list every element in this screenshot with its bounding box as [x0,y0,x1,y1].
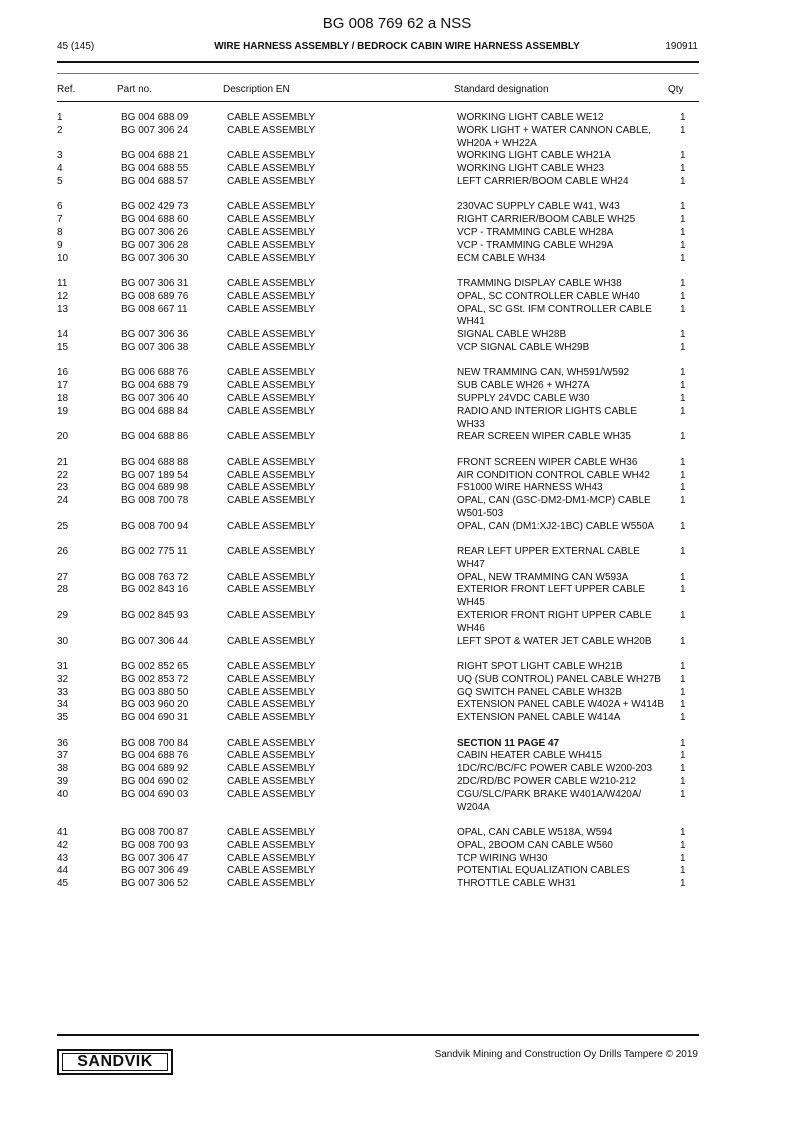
table-row [0,840,794,853]
column-header-ref: Ref. [57,84,76,95]
table-row [0,572,794,585]
table-row [0,521,794,534]
ref-cell: 25 [57,520,69,532]
table-row [0,661,794,674]
description-cell: CABLE ASSEMBLY [227,610,316,622]
table-row [0,380,794,393]
description-cell: CABLE ASSEMBLY [227,673,316,685]
description-cell: CABLE ASSEMBLY [227,150,316,162]
part-number-cell: BG 002 853 72 [121,673,189,685]
table-row [0,878,794,891]
table-row [0,687,794,700]
standard-designation-cell: VCP - TRAMMING CABLE WH29A [457,239,614,251]
standard-designation-cell: CABIN HEATER CABLE WH415 [457,750,602,762]
table-row [0,495,794,521]
part-number-cell: BG 007 306 47 [121,852,189,864]
description-cell: CABLE ASSEMBLY [227,431,316,443]
part-number-cell: BG 007 306 44 [121,635,189,647]
part-number-cell: BG 004 688 55 [121,163,189,175]
description-cell: CABLE ASSEMBLY [227,699,316,711]
standard-designation-cell: ECM CABLE WH34 [457,252,546,264]
standard-designation-cell: POTENTIAL EQUALIZATION CABLES [457,865,630,877]
column-header-description: Description EN [223,84,290,95]
quantity-cell: 1 [680,482,686,494]
description-cell: CABLE ASSEMBLY [227,214,316,226]
standard-designation-cell: LEFT SPOT & WATER JET CABLE WH20B [457,635,652,647]
ref-cell: 18 [57,392,69,404]
copyright-text: Sandvik Mining and Construction Oy Drills Tampere © 2019 [434,1049,698,1060]
quantity-cell: 1 [680,546,686,558]
part-number-cell: BG 004 688 79 [121,380,189,392]
standard-designation-cell: OPAL, CAN (DM1:XJ2-1BC) CABLE W550A [457,520,655,532]
part-number-cell: BG 008 667 11 [121,303,188,315]
table-row [0,304,794,330]
table-row [0,406,794,432]
standard-designation-cell: LEFT CARRIER/BOOM CABLE WH24 [457,175,629,187]
table-row [0,699,794,712]
part-number-cell: BG 004 690 03 [121,788,189,800]
quantity-cell: 1 [680,852,686,864]
description-cell: CABLE ASSEMBLY [227,303,316,315]
description-cell: CABLE ASSEMBLY [227,239,316,251]
part-number-cell: BG 004 690 02 [121,776,189,788]
ref-cell: 2 [57,124,63,136]
description-cell: CABLE ASSEMBLY [227,661,316,673]
quantity-cell: 1 [680,763,686,775]
ref-cell: 12 [57,290,69,302]
part-number-cell: BG 007 189 54 [121,469,189,481]
ref-cell: 16 [57,367,69,379]
ref-cell: 3 [57,150,63,162]
standard-designation-cell: OPAL, SC GSt. IFM CONTROLLER CABLE WH41 [457,303,652,328]
ref-cell: 22 [57,469,69,481]
column-header-standard: Standard designation [454,84,549,95]
description-cell: CABLE ASSEMBLY [227,469,316,481]
description-cell: CABLE ASSEMBLY [227,495,316,507]
part-number-cell: BG 002 845 93 [121,610,189,622]
table-row [0,214,794,227]
quantity-cell: 1 [680,584,686,596]
quantity-cell: 1 [680,673,686,685]
table-row [0,865,794,878]
header-rule [57,61,699,63]
description-cell: CABLE ASSEMBLY [227,124,316,136]
part-number-cell: BG 007 306 40 [121,392,189,404]
table-row [0,393,794,406]
description-cell: CABLE ASSEMBLY [227,380,316,392]
table-row [0,125,794,151]
description-cell: CABLE ASSEMBLY [227,201,316,213]
quantity-cell: 1 [680,124,686,136]
standard-designation-cell: OPAL, NEW TRAMMING CAN W593A [457,571,629,583]
table-row [0,457,794,470]
quantity-cell: 1 [680,699,686,711]
standard-designation-cell: EXTERIOR FRONT RIGHT UPPER CABLE WH46 [457,610,652,634]
description-cell: CABLE ASSEMBLY [227,405,316,417]
quantity-cell: 1 [680,329,686,341]
table-row [0,201,794,214]
standard-designation-cell: WORKING LIGHT CABLE WE12 [457,112,604,123]
standard-designation-cell: WORKING LIGHT CABLE WH23 [457,163,605,175]
quantity-cell: 1 [680,290,686,302]
quantity-cell: 1 [680,469,686,481]
description-cell: CABLE ASSEMBLY [227,329,316,341]
part-number-cell: BG 008 700 84 [121,737,189,749]
description-cell: CABLE ASSEMBLY [227,584,316,596]
description-cell: CABLE ASSEMBLY [227,175,316,187]
document-code: 190911 [665,41,698,52]
quantity-cell: 1 [680,495,686,507]
part-number-cell: BG 007 306 49 [121,865,189,877]
quantity-cell: 1 [680,610,686,622]
ref-cell: 5 [57,175,63,187]
table-row [0,112,794,125]
sandvik-logo [57,1049,173,1075]
standard-designation-cell: WORKING LIGHT CABLE WH21A [457,150,611,162]
quantity-cell: 1 [680,839,686,851]
column-header-qty: Qty [668,84,684,95]
description-cell: CABLE ASSEMBLY [227,788,316,800]
ref-cell: 33 [57,686,69,698]
ref-cell: 43 [57,852,69,864]
ref-cell: 6 [57,201,63,213]
table-row [0,278,794,291]
ref-cell: 36 [57,737,69,749]
ref-cell: 10 [57,252,69,264]
standard-designation-cell: SIGNAL CABLE WH28B [457,329,567,341]
ref-cell: 31 [57,661,69,673]
standard-designation-cell: WORK LIGHT + WATER CANNON CABLE, WH20A + WH22A [457,124,652,149]
description-cell: CABLE ASSEMBLY [227,367,316,379]
description-cell: CABLE ASSEMBLY [227,277,316,289]
description-cell: CABLE ASSEMBLY [227,865,316,877]
part-number-cell: BG 007 306 26 [121,226,189,238]
standard-designation-cell: SECTION 11 PAGE 47 [457,737,560,749]
description-cell: CABLE ASSEMBLY [227,482,316,494]
quantity-cell: 1 [680,661,686,673]
standard-designation-cell: 1DC/RC/BC/FC POWER CABLE W200-203 [457,763,653,775]
table-row [0,610,794,636]
quantity-cell: 1 [680,341,686,353]
quantity-cell: 1 [680,226,686,238]
part-number-cell: BG 004 689 98 [121,482,189,494]
standard-designation-cell: EXTENSION PANEL CABLE W402A + W414B [457,699,665,711]
part-number-cell: BG 003 960 20 [121,699,189,711]
part-number-cell: BG 008 700 87 [121,827,189,838]
standard-designation-cell: NEW TRAMMING CAN, WH591/W592 [457,367,630,379]
footer-rule [57,1034,699,1036]
description-cell: CABLE ASSEMBLY [227,392,316,404]
description-cell: CABLE ASSEMBLY [227,737,316,749]
part-number-cell: BG 004 688 86 [121,431,189,443]
part-number-cell: BG 007 306 36 [121,329,189,341]
quantity-cell: 1 [680,239,686,251]
description-cell: CABLE ASSEMBLY [227,776,316,788]
ref-cell: 7 [57,214,63,226]
quantity-cell: 1 [680,392,686,404]
description-cell: CABLE ASSEMBLY [227,827,316,838]
standard-designation-cell: GQ SWITCH PANEL CABLE WH32B [457,686,623,698]
ref-cell: 44 [57,865,69,877]
quantity-cell: 1 [680,252,686,264]
part-number-cell: BG 007 306 38 [121,341,189,353]
table-row [0,227,794,240]
part-number-cell: BG 008 700 93 [121,839,189,851]
quantity-cell: 1 [680,737,686,749]
part-number-cell: BG 008 700 94 [121,520,189,532]
table-row [0,738,794,751]
quantity-cell: 1 [680,571,686,583]
part-number-cell: BG 007 306 28 [121,239,189,251]
table-row [0,482,794,495]
description-cell: CABLE ASSEMBLY [227,852,316,864]
standard-designation-cell: RADIO AND INTERIOR LIGHTS CABLE WH33 [457,405,638,430]
description-cell: CABLE ASSEMBLY [227,635,316,647]
ref-cell: 4 [57,163,63,175]
table-row [0,763,794,776]
table-row [0,240,794,253]
table-row [0,291,794,304]
standard-designation-cell: AIR CONDITION CONTROL CABLE WH42 [457,469,650,481]
standard-designation-cell: EXTERIOR FRONT LEFT UPPER CABLE WH45 [457,584,646,609]
part-number-cell: BG 008 700 78 [121,495,189,507]
table-row [0,674,794,687]
part-number-cell: BG 004 690 31 [121,712,189,724]
quantity-cell: 1 [680,878,686,890]
part-number-cell: BG 004 688 76 [121,750,189,762]
table-row [0,546,794,572]
table-row [0,329,794,342]
quantity-cell: 1 [680,175,686,187]
ref-cell: 19 [57,405,69,417]
standard-designation-cell: OPAL, CAN CABLE W518A, W594 [457,827,613,838]
standard-designation-cell: REAR SCREEN WIPER CABLE WH35 [457,431,631,443]
ref-cell: 29 [57,610,69,622]
standard-designation-cell: FRONT SCREEN WIPER CABLE WH36 [457,456,638,468]
description-cell: CABLE ASSEMBLY [227,226,316,238]
description-cell: CABLE ASSEMBLY [227,163,316,175]
ref-cell: 26 [57,546,69,558]
table-row [0,176,794,189]
table-row [0,636,794,649]
quantity-cell: 1 [680,201,686,213]
part-number-cell: BG 004 688 21 [121,150,189,162]
page-title: WIRE HARNESS ASSEMBLY / BEDROCK CABIN WIRE HARNESS ASSEMBLY [214,41,580,52]
standard-designation-cell: SUPPLY 24VDC CABLE W30 [457,392,590,404]
part-number-cell: BG 003 880 50 [121,686,189,698]
part-number-cell: BG 002 843 16 [121,584,189,596]
ref-cell: 11 [57,277,68,289]
quantity-cell: 1 [680,827,686,838]
ref-cell: 45 [57,878,69,890]
table-row [0,584,794,610]
description-cell: CABLE ASSEMBLY [227,878,316,890]
table-row [0,253,794,266]
standard-designation-cell: OPAL, CAN (GSC-DM2-DM1-MCP) CABLE W501-503 [457,495,651,519]
quantity-cell: 1 [680,214,686,226]
standard-designation-cell: EXTENSION PANEL CABLE W414A [457,712,621,724]
description-cell: CABLE ASSEMBLY [227,763,316,775]
table-row [0,431,794,444]
column-header-part: Part no. [117,84,153,95]
quantity-cell: 1 [680,277,686,289]
table-row [0,776,794,789]
ref-cell: 1 [57,112,63,123]
part-number-cell: BG 006 688 76 [121,367,189,379]
quantity-cell: 1 [680,163,686,175]
standard-designation-cell: FS1000 WIRE HARNESS WH43 [457,482,603,494]
ref-cell: 39 [57,776,69,788]
ref-cell: 23 [57,482,69,494]
table-row [0,342,794,355]
part-number-cell: BG 007 306 24 [121,124,189,136]
part-number-cell: BG 007 306 52 [121,878,189,890]
header-subrule [57,73,699,74]
part-number-cell: BG 004 688 88 [121,456,189,468]
quantity-cell: 1 [680,635,686,647]
ref-cell: 40 [57,788,69,800]
ref-cell: 27 [57,571,69,583]
table-row [0,712,794,725]
ref-cell: 21 [57,456,69,468]
ref-cell: 24 [57,495,69,507]
quantity-cell: 1 [680,367,686,379]
description-cell: CABLE ASSEMBLY [227,712,316,724]
ref-cell: 20 [57,431,69,443]
part-number-cell: BG 002 852 65 [121,661,189,673]
ref-cell: 14 [57,329,69,341]
quantity-cell: 1 [680,750,686,762]
standard-designation-cell: SUB CABLE WH26 + WH27A [457,380,590,392]
table-row [0,827,794,840]
standard-designation-cell: TCP WIRING WH30 [457,852,548,864]
table-row [0,367,794,380]
standard-designation-cell: OPAL, 2BOOM CAN CABLE W560 [457,839,613,851]
standard-designation-cell: CGU/SLC/PARK BRAKE W401A/W420A/ W204A [457,788,642,813]
quantity-cell: 1 [680,712,686,724]
quantity-cell: 1 [680,112,686,123]
ref-cell: 32 [57,673,69,685]
description-cell: CABLE ASSEMBLY [227,112,316,123]
table-row [0,853,794,866]
part-number-cell: BG 008 689 76 [121,290,189,302]
description-cell: CABLE ASSEMBLY [227,520,316,532]
ref-cell: 17 [57,380,69,392]
part-number-cell: BG 004 688 09 [121,112,189,123]
ref-cell: 13 [57,303,69,315]
standard-designation-cell: OPAL, SC CONTROLLER CABLE WH40 [457,290,640,302]
description-cell: CABLE ASSEMBLY [227,546,316,558]
part-number-cell: BG 007 306 31 [121,277,189,289]
ref-cell: 34 [57,699,69,711]
quantity-cell: 1 [680,380,686,392]
table-row [0,470,794,483]
ref-cell: 38 [57,763,69,775]
description-cell: CABLE ASSEMBLY [227,750,316,762]
part-number-cell: BG 002 775 11 [121,546,188,558]
ref-cell: 8 [57,226,63,238]
standard-designation-cell: VCP SIGNAL CABLE WH29B [457,341,590,353]
ref-cell: 9 [57,239,63,251]
table-row [0,150,794,163]
standard-designation-cell: RIGHT SPOT LIGHT CABLE WH21B [457,661,623,673]
quantity-cell: 1 [680,776,686,788]
quantity-cell: 1 [680,520,686,532]
standard-designation-cell: REAR LEFT UPPER EXTERNAL CABLE WH47 [457,546,640,570]
ref-cell: 28 [57,584,69,596]
ref-cell: 30 [57,635,69,647]
standard-designation-cell: TRAMMING DISPLAY CABLE WH38 [457,277,622,289]
description-cell: CABLE ASSEMBLY [227,290,316,302]
description-cell: CABLE ASSEMBLY [227,252,316,264]
table-row [0,789,794,815]
logo-text: SANDVIK [62,1053,168,1071]
description-cell: CABLE ASSEMBLY [227,456,316,468]
ref-cell: 15 [57,341,69,353]
part-number-cell: BG 002 429 73 [121,201,189,213]
part-number-cell: BG 004 688 84 [121,405,189,417]
description-cell: CABLE ASSEMBLY [227,571,316,583]
quantity-cell: 1 [680,456,686,468]
description-cell: CABLE ASSEMBLY [227,839,316,851]
part-number-cell: BG 004 688 60 [121,214,189,226]
standard-designation-cell: RIGHT CARRIER/BOOM CABLE WH25 [457,214,636,226]
standard-designation-cell: UQ (SUB CONTROL) PANEL CABLE WH27B [457,673,661,685]
quantity-cell: 1 [680,686,686,698]
quantity-cell: 1 [680,431,686,443]
table-row [0,750,794,763]
parts-table [0,112,794,891]
part-number-cell: BG 008 763 72 [121,571,189,583]
ref-cell: 41 [57,827,69,838]
quantity-cell: 1 [680,405,686,417]
column-header-rule [57,101,699,102]
description-cell: CABLE ASSEMBLY [227,341,316,353]
quantity-cell: 1 [680,150,686,162]
quantity-cell: 1 [680,303,686,315]
part-number-cell: BG 007 306 30 [121,252,189,264]
standard-designation-cell: 2DC/RD/BC POWER CABLE W210-212 [457,776,636,788]
page-number: 45 (145) [57,41,95,52]
standard-designation-cell: VCP - TRAMMING CABLE WH28A [457,226,614,238]
ref-cell: 35 [57,712,69,724]
part-number-cell: BG 004 689 92 [121,763,189,775]
ref-cell: 37 [57,750,69,762]
description-cell: CABLE ASSEMBLY [227,686,316,698]
quantity-cell: 1 [680,865,686,877]
quantity-cell: 1 [680,788,686,800]
standard-designation-cell: THROTTLE CABLE WH31 [457,878,576,890]
part-number-cell: BG 004 688 57 [121,175,189,187]
standard-designation-cell: 230VAC SUPPLY CABLE W41, W43 [457,201,620,213]
table-row [0,163,794,176]
document-number: BG 008 769 62 a NSS [322,15,472,32]
ref-cell: 42 [57,839,69,851]
